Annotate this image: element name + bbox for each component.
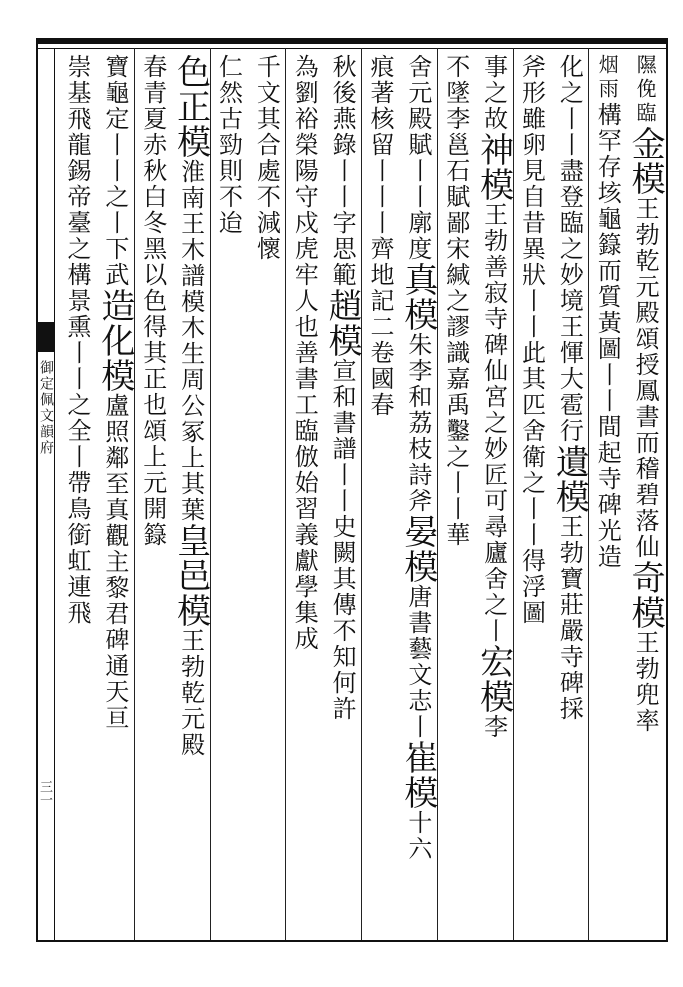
text-column bbox=[549, 54, 589, 936]
left-border bbox=[36, 38, 38, 942]
text-segment: 春青夏赤秋白冬黑以色得其正也 bbox=[138, 54, 167, 418]
text-column bbox=[95, 54, 135, 936]
text-segment: 丨丨廓度 bbox=[403, 158, 432, 262]
text-segment: 痕著核留丨丨 bbox=[365, 54, 394, 210]
text-column bbox=[587, 54, 627, 936]
text-segment: 斧形雖卵見自昔異狀丨丨此其匹 bbox=[517, 54, 546, 418]
headword: 色正模 bbox=[170, 54, 211, 159]
text-segment: 王勃善寂寺碑仙宮之妙匠可尋廬舍之丨 bbox=[479, 202, 508, 644]
text-segment: 唐書藝文志丨 bbox=[403, 584, 432, 740]
text-column bbox=[474, 54, 514, 936]
text-segment: 華 bbox=[441, 522, 470, 548]
text-segment: 烟雨 bbox=[595, 54, 620, 102]
text-segment: 懷 bbox=[252, 236, 281, 262]
text-column bbox=[511, 54, 551, 936]
text-segment: 王勃乾元殿 bbox=[176, 628, 205, 758]
headword: 晏模 bbox=[397, 514, 438, 584]
gutter-rule bbox=[54, 48, 55, 940]
text-column bbox=[398, 54, 438, 936]
headword: 宏模 bbox=[473, 644, 514, 714]
text-segment: 丨齊地記二卷 bbox=[365, 210, 394, 366]
text-segment: 景熏丨丨之全丨帶鳥銜虹連飛 bbox=[62, 288, 91, 626]
margin-page-number: 三一 bbox=[37, 780, 52, 806]
text-column bbox=[284, 54, 324, 936]
text-segment: 不墜李邕石賦鄙宋緘之謬識嘉禹鑿之丨丨 bbox=[441, 54, 470, 522]
text-segment: 人也善書工臨倣始習義獻學集成 bbox=[290, 288, 319, 652]
text-column bbox=[57, 54, 97, 936]
text-segment: 千文其合處不減 bbox=[252, 54, 281, 236]
text-column bbox=[208, 54, 248, 936]
text-segment: 王勃寶莊嚴寺碑採 bbox=[555, 514, 584, 722]
text-segment: 舍衛之丨丨得浮圖 bbox=[517, 418, 546, 626]
headword: 趙模 bbox=[322, 288, 363, 358]
text-segment: 王勃兜率 bbox=[631, 630, 660, 734]
text-segment: 十六 bbox=[403, 810, 432, 862]
text-segment: 寺碑光造 bbox=[593, 466, 622, 570]
text-segment: 淮南王木譜模木生周公冢上其葉 bbox=[176, 159, 205, 523]
right-border bbox=[666, 38, 668, 942]
headword: 崔模 bbox=[397, 740, 438, 810]
headword: 真模 bbox=[397, 262, 438, 332]
text-segment: 秋後燕錄丨丨字思範 bbox=[328, 54, 357, 288]
text-segment: 仁然古勁則不迨 bbox=[214, 54, 243, 236]
text-segment: 崇基飛龍錫帝臺之構 bbox=[62, 54, 91, 288]
text-segment: 國春 bbox=[365, 366, 394, 418]
headword: 皇邑模 bbox=[170, 523, 211, 628]
text-segment: 隰俛臨 bbox=[633, 54, 658, 126]
text-segment: 垓龜籙而質黃圖丨丨間起 bbox=[593, 180, 622, 466]
fishtail-mark bbox=[37, 322, 54, 352]
headword: 神模 bbox=[473, 132, 514, 202]
headword: 奇模 bbox=[625, 560, 666, 630]
text-segment: 李 bbox=[479, 714, 508, 740]
text-column bbox=[625, 54, 665, 936]
text-segment: 盧照鄰至真觀主黎君碑通天亘 bbox=[100, 393, 129, 731]
top-border bbox=[36, 38, 668, 44]
text-segment: 化之丨丨盡登臨之妙境王惲大雹行 bbox=[555, 54, 584, 444]
text-segment: 舍元殿賦 bbox=[403, 54, 432, 158]
headword: 遺模 bbox=[549, 444, 590, 514]
bottom-border bbox=[36, 940, 668, 942]
text-segment: 宣和書譜丨丨史闕其傳不知何許 bbox=[328, 358, 357, 722]
text-column bbox=[360, 54, 400, 936]
headword: 金模 bbox=[625, 126, 666, 196]
text-segment: 戍虎牢 bbox=[290, 210, 319, 288]
text-segment: 構罕存 bbox=[593, 102, 622, 180]
text-column bbox=[171, 54, 211, 936]
text-column bbox=[436, 54, 476, 936]
headword: 造化模 bbox=[94, 288, 135, 393]
text-column bbox=[322, 54, 362, 936]
text-segment: 朱李和荔枝詩斧 bbox=[403, 332, 432, 514]
text-segment: 頌上元開籙 bbox=[138, 418, 167, 548]
text-column bbox=[246, 54, 286, 936]
text-segment: 之故 bbox=[479, 80, 508, 132]
text-segment: 事 bbox=[479, 54, 508, 80]
text-segment: 王勃乾元殿頌授鳳書而稽碧落仙 bbox=[631, 196, 660, 560]
text-segment: 為劉裕榮陽守 bbox=[290, 54, 319, 210]
top-border-inner bbox=[36, 48, 668, 49]
margin-book-title bbox=[38, 360, 54, 456]
text-segment: 寶龜定丨丨之丨下武 bbox=[100, 54, 129, 288]
margin-title-text: 御定佩文韻府 bbox=[38, 360, 54, 456]
text-column bbox=[133, 54, 173, 936]
